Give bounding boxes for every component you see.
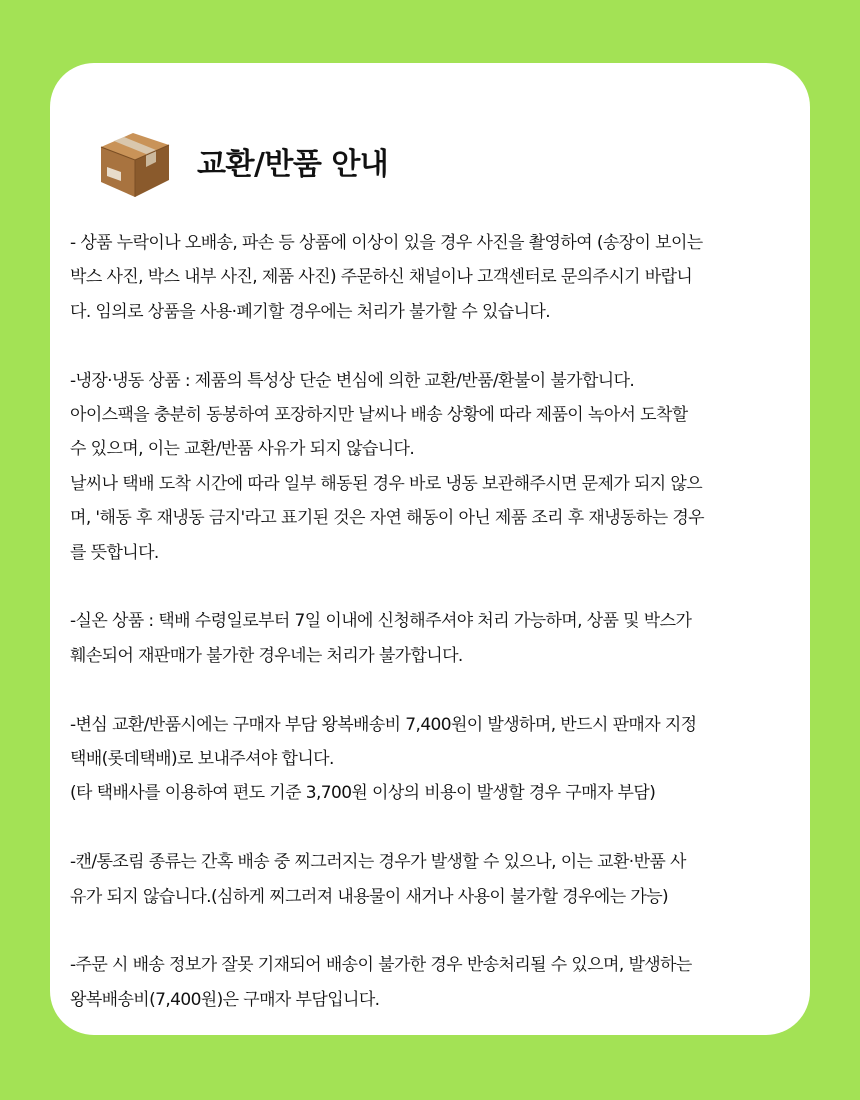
notice-section-frozen bbox=[70, 364, 796, 570]
notice-line: -실온 상품 : 택배 수령일로부터 7일 이내에 신청해주셔야 처리 가능하며, 상품 및 박스가 bbox=[70, 611, 692, 632]
package-box-icon bbox=[95, 121, 175, 201]
notice-line: 를 뜻합니다. bbox=[70, 542, 159, 563]
notice-line: 왕복배송비(7,400원)은 구매자 부담입니다. bbox=[70, 989, 380, 1010]
notice-line: 다. 임의로 상품을 사용·폐기할 경우에는 처리가 불가할 수 있습니다. bbox=[70, 301, 551, 322]
notice-line: 택배(롯데택배)로 보내주셔야 합니다. bbox=[70, 749, 334, 770]
notice-line: - 상품 누락이나 오배송, 파손 등 상품에 이상이 있을 경우 사진을 촬영하여 (송장이 보이는 bbox=[70, 233, 703, 253]
notice-section-damage bbox=[70, 226, 796, 329]
notice-header bbox=[95, 121, 388, 201]
notice-line: 훼손되어 재판매가 불가한 경우네는 처리가 불가합니다. bbox=[70, 645, 463, 666]
notice-body bbox=[70, 226, 796, 1052]
notice-line: -주문 시 배송 정보가 잘못 기재되어 배송이 불가한 경우 반송처리될 수 있으며, 발생하는 bbox=[70, 955, 692, 976]
notice-line: 수 있으며, 이는 교환/반품 사유가 되지 않습니다. bbox=[70, 439, 415, 460]
notice-line: -냉장·냉동 상품 : 제품의 특성상 단순 변심에 의한 교환/반품/환불이 불가합니다. bbox=[70, 370, 635, 391]
notice-line: 유가 되지 않습니다.(심하게 찌그러져 내용물이 새거나 사용이 불가할 경우에는 가능) bbox=[70, 886, 669, 907]
notice-line: (타 택배사를 이용하여 편도 기준 3,700원 이상의 비용이 발생할 경우 구매자 부담) bbox=[70, 783, 656, 804]
notice-line: -변심 교환/반품시에는 구매자 부담 왕복배송비 7,400원이 발생하며, 반드시 판매자 지정 bbox=[70, 714, 697, 735]
notice-line: -캔/통조림 종류는 간혹 배송 중 찌그러지는 경우가 발생할 수 있으나, 이는 교환·반품 사 bbox=[70, 852, 686, 873]
notice-section-change-of-mind bbox=[70, 708, 796, 811]
notice-section-cans bbox=[70, 845, 796, 914]
notice-line: 날씨나 택배 도착 시간에 따라 일부 해동된 경우 바로 냉동 보관해주시면 문제가 되지 않으 bbox=[70, 473, 703, 494]
notice-section-wrong-address bbox=[70, 948, 796, 1017]
notice-line: 아이스팩을 충분히 동봉하여 포장하지만 날씨나 배송 상황에 따라 제품이 녹아서 도착할 bbox=[70, 405, 688, 426]
notice-section-room-temp bbox=[70, 604, 796, 673]
notice-card bbox=[50, 63, 810, 1035]
page-title: 교환/반품 안내 bbox=[197, 147, 389, 182]
notice-line: 며, '해동 후 재냉동 금지'라고 표기된 것은 자연 해동이 아닌 제품 조리 후 재냉동하는 경우 bbox=[70, 508, 704, 529]
notice-line: 박스 사진, 박스 내부 사진, 제품 사진) 주문하신 채널이나 고객센터로 문의주시기 바랍니 bbox=[70, 267, 693, 288]
